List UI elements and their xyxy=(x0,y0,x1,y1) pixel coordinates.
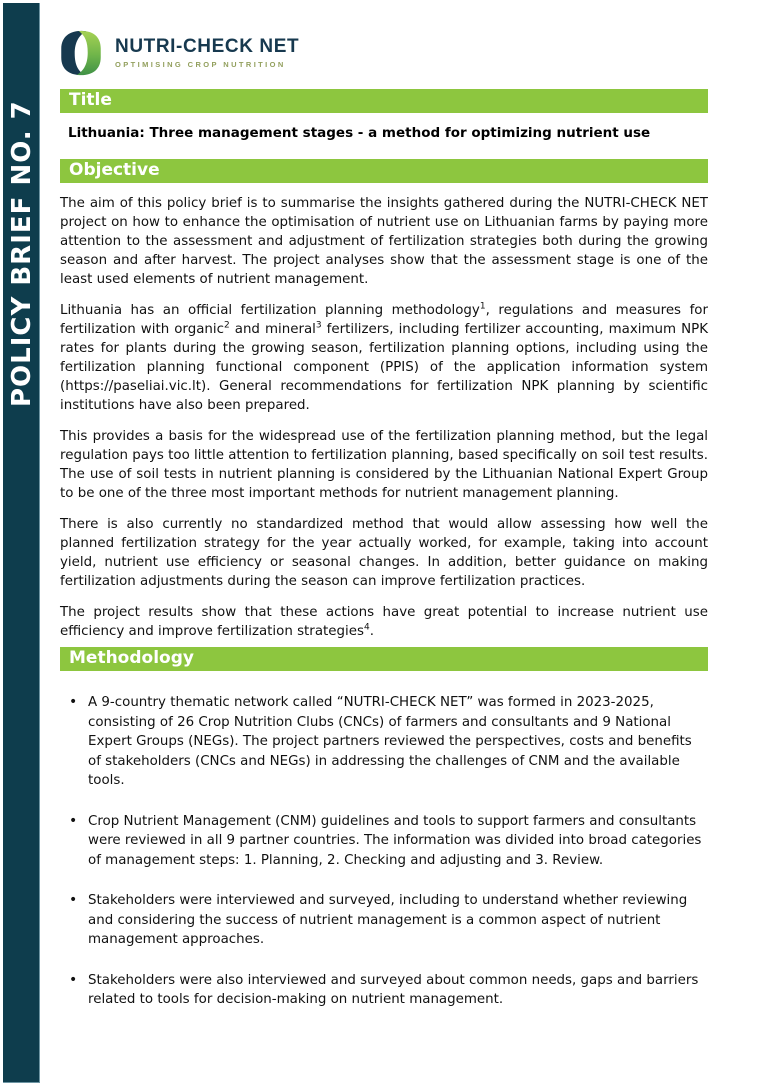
brand-text-block xyxy=(115,37,299,70)
policy-brief-sidebar xyxy=(3,3,40,1083)
section-heading-methodology: Methodology xyxy=(60,647,708,671)
brand-name: NUTRI-CHECK NET xyxy=(115,35,300,57)
objective-paragraph: The project results show that these actions have great potential to increase nutrient use efficiency and improve fertilization strategies$^4$. xyxy=(60,605,708,639)
methodology-bullet-item: • A 9-country thematic network called “NUTRI-CHECK NET” was formed in 2023-2025, consisting of 26 Crop Nutrition Clubs (CNCs) of farmers and consultants and 9 National Expert Groups (NEGs). The project partners reviewed the perspectives, costs and benefits of stakeholders (CNCs and NEGs) in addressing the challenges of CNM and the available tools. xyxy=(60,693,708,791)
objective-paragraph: There is also currently no standardized method that would allow assessing how well the planned fertilization strategy for the year actually worked, for example, taking into account yield, nutrient use efficiency or seasonal changes. In addition, better guidance on making fertilization adjustments during the season can improve fertilization practices. xyxy=(60,517,708,589)
footnote-superscript: 2 xyxy=(223,320,230,331)
methodology-bullet-item: • Crop Nutrient Management (CNM) guidelines and tools to support farmers and consultants were reviewed in all 9 partner countries. The information was divided into broad categories of management steps: 1. Planning, 2. Checking and adjusting and 3. Review. xyxy=(60,812,708,871)
document-title: Lithuania: Three management stages - a method for optimizing nutrient use xyxy=(68,125,651,141)
policy-brief-number-label: POLICY BRIEF NO. 7 xyxy=(7,100,37,407)
objective-paragraphs xyxy=(60,194,708,641)
objective-paragraph: Lithuania has an official fertilization planning methodology$^1$, regulations and measures for fertilization with organic$^2$ and mineral$^3$ fertilizers, including fertilizer accounting, maximum NPK rates for plants during the growing season, fertilization planning options, including using the fertilization planning functional component (PPIS) of the application information system (https://paseliai.vic.lt). General recommendations for fertilization NPK planning by scientific institutions have also been prepared. xyxy=(60,301,708,413)
objective-paragraph: This provides a basis for the widespread use of the fertilization planning method, but the legal regulation pays too little attention to fertilization planning, based specifically on soil test results. The use of soil tests in nutrient planning is considered by the Lithuanian National Expert Group to be one of the three most important methods for nutrient management planning. xyxy=(60,429,708,501)
methodology-bullet-item: • Stakeholders were also interviewed and surveyed about common needs, gaps and barriers related to tools for decision-making on nutrient management. xyxy=(60,971,708,1010)
methodology-bullet-item: • Stakeholders were interviewed and surveyed, including to understand whether reviewing and considering the success of nutrient management is a common aspect of nutrient management approaches. xyxy=(60,891,708,950)
footnote-superscript: 1 xyxy=(479,301,486,312)
nutri-check-net-logo-icon xyxy=(60,28,102,78)
footnote-superscript: 3 xyxy=(315,320,322,331)
section-heading-objective: Objective xyxy=(60,159,708,183)
methodology-bullet-list xyxy=(60,693,708,1010)
section-heading-title: Title xyxy=(60,89,708,113)
objective-paragraph: The aim of this policy brief is to summarise the insights gathered during the NUTRI-CHECK NET project on how to enhance the optimisation of nutrient use on Lithuanian farms by paying more attention to the assessment and adjustment of fertilization strategies both during the growing season and after harvest. The project analyses show that the assessment stage is one of the least used elements of nutrient management. xyxy=(60,196,708,287)
footnote-superscript: 4 xyxy=(363,622,370,633)
brand-header xyxy=(60,27,708,79)
brand-tagline: OPTIMISING CROP NUTRITION xyxy=(115,60,286,70)
page-content xyxy=(60,0,708,1031)
